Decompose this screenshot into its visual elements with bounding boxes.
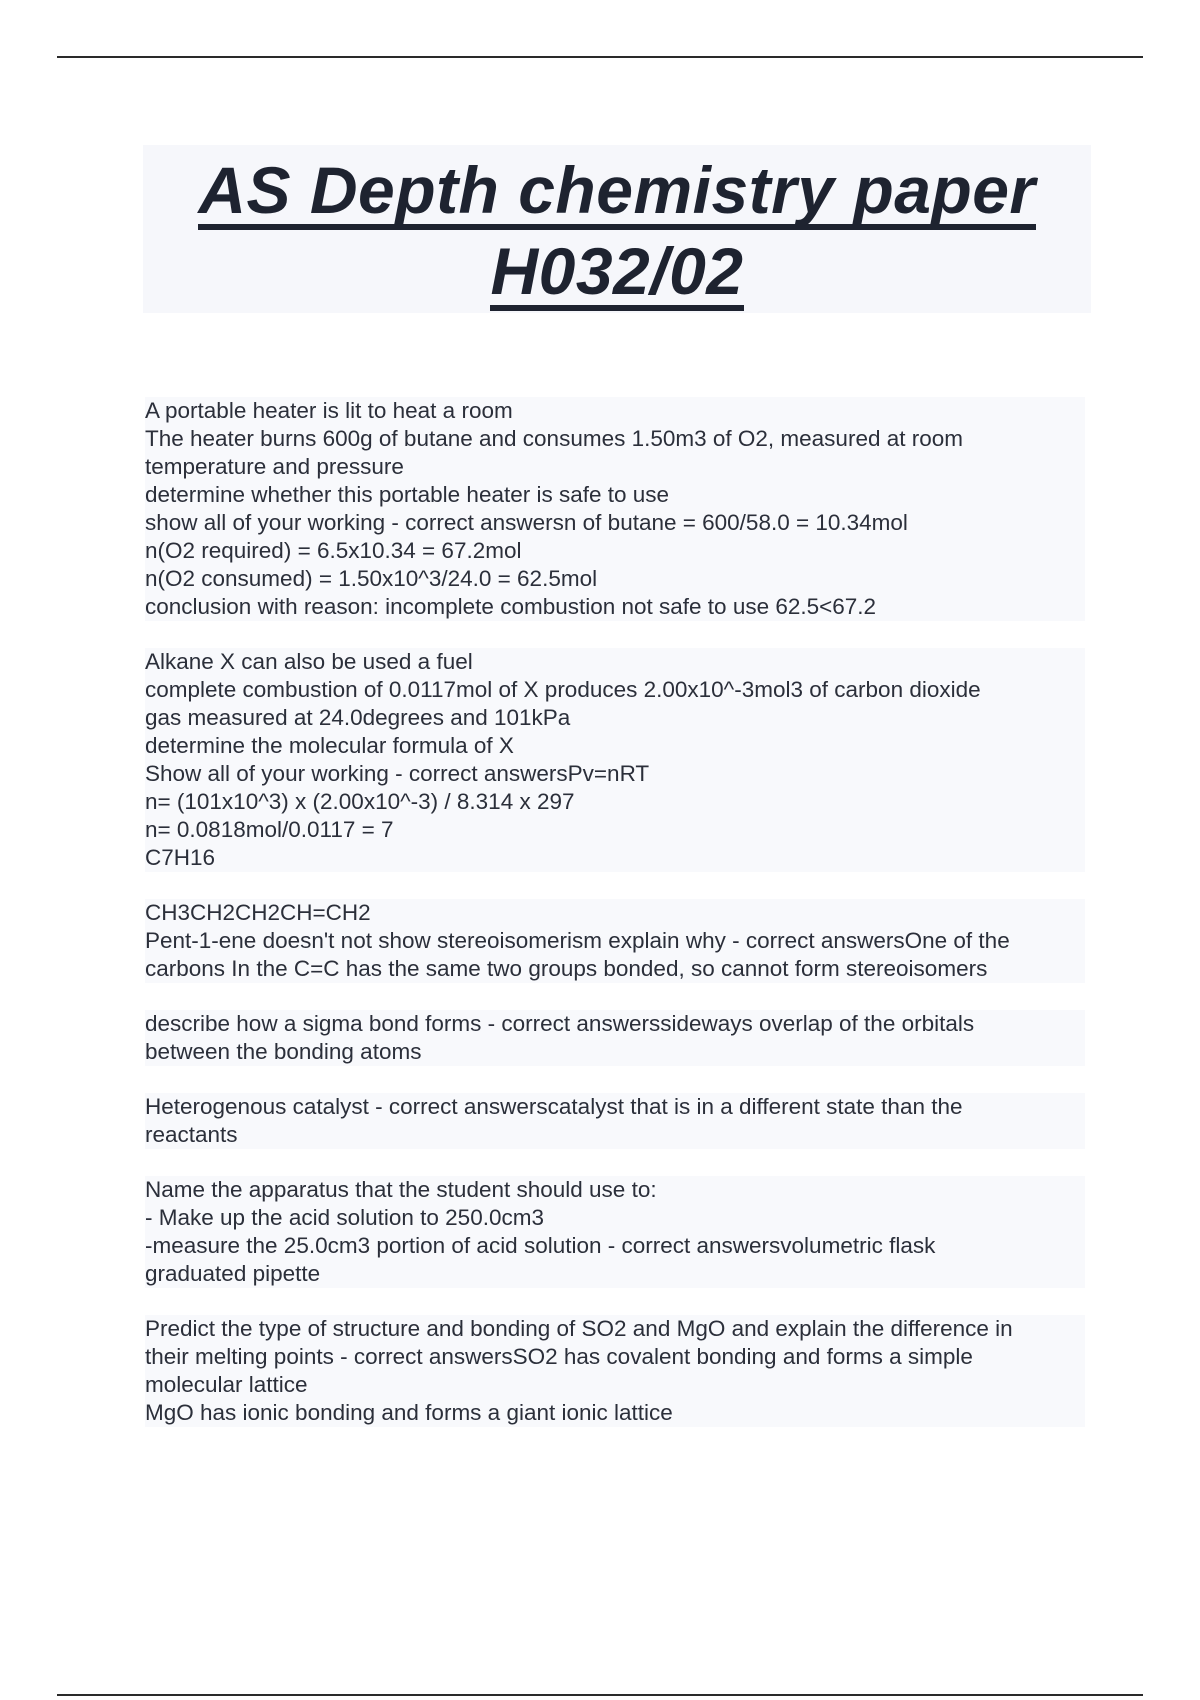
qa-block <box>145 1315 1085 1427</box>
text-line: n= (101x10^3) x (2.00x10^-3) / 8.314 x 297 <box>145 789 575 814</box>
text-line: reactants <box>145 1122 238 1147</box>
text-line: Pent-1-ene doesn't not show stereoisomerism explain why - correct answersOne of the <box>145 928 1010 953</box>
text-line: between the bonding atoms <box>145 1039 422 1064</box>
qa-block <box>145 1010 1085 1066</box>
text-line: molecular lattice <box>145 1372 308 1397</box>
text-line: Name the apparatus that the student should use to: <box>145 1177 657 1202</box>
qa-block <box>145 1176 1085 1288</box>
text-line: show all of your working - correct answersn of butane = 600/58.0 = 10.34mol <box>145 510 908 535</box>
top-divider <box>57 56 1143 58</box>
text-line: determine the molecular formula of X <box>145 733 514 758</box>
text-line: carbons In the C=C has the same two groups bonded, so cannot form stereoisomers <box>145 956 988 981</box>
text-line: C7H16 <box>145 845 216 870</box>
text-line: Predict the type of structure and bonding of SO2 and MgO and explain the difference in <box>145 1316 1013 1341</box>
text-line: temperature and pressure <box>145 454 404 479</box>
text-line: - Make up the acid solution to 250.0cm3 <box>145 1205 544 1230</box>
text-line: CH3CH2CH2CH=CH2 <box>145 900 371 925</box>
text-line: graduated pipette <box>145 1261 321 1286</box>
text-line: their melting points - correct answersSO2 has covalent bonding and forms a simple <box>145 1344 973 1369</box>
text-line: n(O2 required) = 6.5x10.34 = 67.2mol <box>145 538 522 563</box>
text-line: MgO has ionic bonding and forms a giant ionic lattice <box>145 1400 673 1425</box>
text-line: complete combustion of 0.0117mol of X produces 2.00x10^-3mol3 of carbon dioxide <box>145 677 981 702</box>
qa-block <box>145 648 1085 872</box>
qa-block <box>145 397 1085 621</box>
bottom-divider <box>57 1694 1143 1696</box>
text-line: conclusion with reason: incomplete combustion not safe to use 62.5<67.2 <box>145 594 877 619</box>
text-line: n(O2 consumed) = 1.50x10^3/24.0 = 62.5mol <box>145 566 598 591</box>
qa-block <box>145 899 1085 983</box>
text-line: Alkane X can also be used a fuel <box>145 649 473 674</box>
text-line: The heater burns 600g of butane and consumes 1.50m3 of O2, measured at room <box>145 426 963 451</box>
text-line: describe how a sigma bond forms - correct answerssideways overlap of the orbitals <box>145 1011 975 1036</box>
page-subtitle-code: H032/02 <box>490 238 743 311</box>
document-body <box>145 397 1085 1454</box>
page-title: AS Depth chemistry paper <box>198 157 1035 230</box>
text-line: n= 0.0818mol/0.0117 = 7 <box>145 817 394 842</box>
qa-block <box>145 1093 1085 1149</box>
text-line: gas measured at 24.0degrees and 101kPa <box>145 705 571 730</box>
text-line: -measure the 25.0cm3 portion of acid solution - correct answersvolumetric flask <box>145 1233 936 1258</box>
text-line: Show all of your working - correct answersPv=nRT <box>145 761 650 786</box>
text-line: A portable heater is lit to heat a room <box>145 398 513 423</box>
text-line: Heterogenous catalyst - correct answerscatalyst that is in a different state than the <box>145 1094 963 1119</box>
text-line: determine whether this portable heater is safe to use <box>145 482 670 507</box>
title-banner <box>143 145 1091 313</box>
